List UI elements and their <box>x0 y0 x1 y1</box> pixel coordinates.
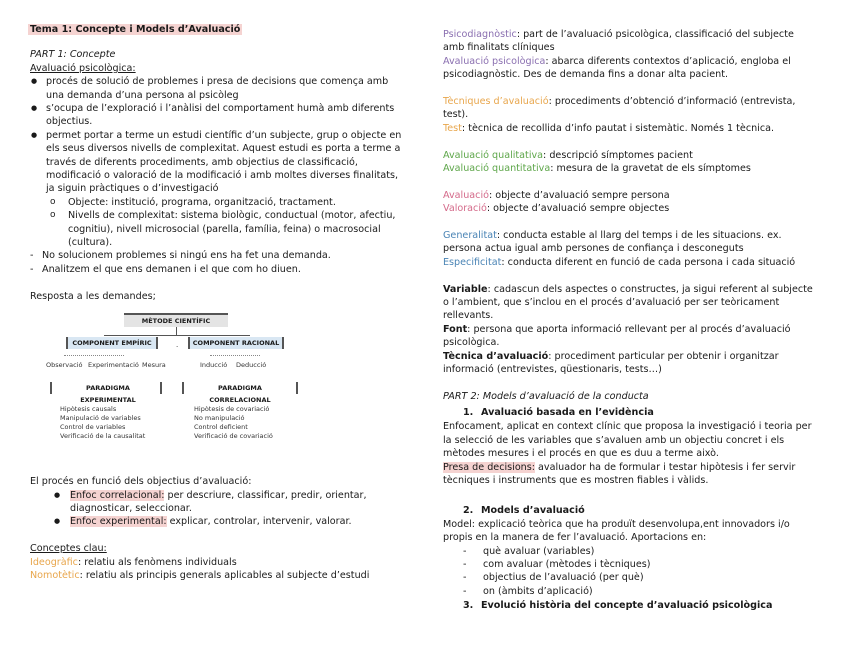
diagram-cor-item: No manipulació <box>194 414 245 423</box>
quant-label: Avaluació quantitativa <box>443 163 551 175</box>
diagram-exp: Experimentació <box>88 361 139 370</box>
list-item <box>54 489 408 516</box>
model-list <box>443 545 818 599</box>
aval-text: : abarca diferents contextos d’aplicació, engloba el psicodiagnòstic. Des de demanda fins a donar alta pacient. <box>443 55 791 81</box>
avp-line <box>443 189 818 202</box>
presa-line <box>443 461 818 488</box>
test-line <box>443 122 818 135</box>
presa-label: Presa de decisions: <box>443 461 535 473</box>
psico-line <box>443 28 818 55</box>
tec-line <box>443 95 818 122</box>
diagram-ded: Deducció <box>236 361 267 370</box>
diagram-ind: Inducció <box>200 361 228 370</box>
part2-heading: PART 2: Models d’avaluació de la conducta <box>443 390 649 402</box>
esp-text: : conducta diferent en funció de cada persona i cada situació <box>501 256 796 268</box>
nomo-label: Nomotètic <box>30 569 80 581</box>
aval-label: Avaluació psicològica <box>443 55 546 67</box>
dash-list <box>30 249 408 276</box>
list-item: - com avaluar (mètodes i tècniques) <box>463 558 818 571</box>
p2-text: Model: explicació teòrica que ha produït desenvolupa,ent innovadors i/o propis en la manera de fer l’avaluació. Aportacions en: <box>443 518 790 544</box>
part1-heading: PART 1: Concepte <box>30 49 116 61</box>
var-label: Variable <box>443 283 488 295</box>
diagram-cor-item: Control deficient <box>194 423 248 432</box>
nomo-text: : relatiu als principis generals aplicables al subjecte d’estudi <box>79 569 370 581</box>
var-text: : cadascun dels aspectes o constructes, ja sigui referent al subjecte o l’ambient, que s’inclou en el procés d’avaluació per ser teòricament rellevants. <box>443 283 813 322</box>
test-label: Test <box>443 122 462 134</box>
font-text: : persona que aporta informació rellevant per al procés d’avaluació psicològica. <box>443 323 791 349</box>
conceptes-heading: Conceptes clau: <box>30 543 107 555</box>
enfoc-cor-text: per descriure, classificar, predir, orientar, diagnosticar, seleccionar. <box>70 489 367 514</box>
enfoc-cor-label: Enfoc correlacional: <box>70 489 165 501</box>
ideo-text: : relatiu als fenòmens individuals <box>77 556 237 568</box>
section-heading-3: 3. Evolució història del concepte d’avaluació psicològica <box>463 600 773 612</box>
val-label: Valoració <box>443 203 487 215</box>
var-line <box>443 283 818 323</box>
ideo-label: Ideogràfic <box>30 556 78 568</box>
test-text: : tècnica de recollida d’info pautat i sistemàtic. Només 1 tècnica. <box>461 122 775 134</box>
list-item: ● s’ocupa de l’exploració i l’anàlisi del comportament humà amb diferents objectius. <box>30 102 408 129</box>
list-item: - què avaluar (variables) <box>463 545 818 558</box>
diagram-exp-item: Manipulació de variables <box>60 414 141 423</box>
p1-text: Enfocament, aplicat en context clínic que proposa la investigació i teoria per la selecció de les variables que s’avaluen amb un objectiu concret i els mètodes mesures i el procés en que es duu a terme això. <box>443 421 812 460</box>
diagram-exp-item: Control de variables <box>60 423 126 432</box>
tec-label: Tècniques d’avaluació <box>443 96 549 108</box>
aval-line <box>443 55 818 82</box>
tec-text: : procediments d’obtenció d’informació (entrevista, test). <box>443 96 796 121</box>
diagram-par-cor: PARADIGMA CORRELACIONAL <box>209 384 271 405</box>
val-line <box>443 202 818 215</box>
gen-line <box>443 229 818 256</box>
val-text: : objecte d’avaluació sempre objectes <box>486 203 670 215</box>
proces-text: El procés en funció dels objectius d’avaluació: <box>30 476 252 488</box>
ideo-line <box>30 556 408 569</box>
section-heading-1: 1. Avaluació basada en l’evidència <box>463 407 654 419</box>
psico-text: : part de l’avaluació psicològica, classificació del subjecte amb finalitats clíniques <box>443 29 794 54</box>
font-line <box>443 323 818 350</box>
qual-line <box>443 149 818 162</box>
list-item: - No solucionem problemes si ningú ens ha fet una demanda. <box>30 249 408 262</box>
right-column <box>443 28 818 613</box>
resposta-text: Resposta a les demandes; <box>30 290 156 302</box>
qual-text: : descripció símptomes pacient <box>543 149 693 161</box>
qual-label: Avaluació qualitativa <box>443 149 544 161</box>
diagram-med: Mesura <box>142 361 166 370</box>
list-item: ● permet portar a terme un estudi científic d’un subjecte, grup o objecte en els seus diversos nivells de complexitat. Aquest estudi es porta a terme a través de diferents procediments, amb objectius de classificació, modificació o valoració de la modificació i amb moltes diverses finalitats, ja siguin pràctiques o d’investigació <box>30 129 408 196</box>
presa-text: avaluador ha de formular i testar hipòtesis i fer servir tècniques i instruments que es mostren fiables i vàlids. <box>443 461 796 486</box>
quant-line <box>443 162 818 175</box>
list-item: ● procés de solució de problemes i presa de decisions que comença amb una demanda d’una persona al psicòleg <box>30 75 408 102</box>
gen-label: Generalitat <box>443 230 497 242</box>
aval-heading: Avaluació psicològica: <box>30 62 136 74</box>
diagram-par-exp: PARADIGMA EXPERIMENTAL <box>80 384 136 405</box>
quant-text: : mesura de la gravetat de els símptomes <box>550 163 751 175</box>
list-item <box>54 515 408 528</box>
diagram-exp-item: Verificació de la causalitat <box>60 432 146 441</box>
list-item: - objectius de l’avaluació (per què) <box>463 571 818 584</box>
nomo-line <box>30 569 408 582</box>
enfoc-exp-text: explicar, controlar, intervenir, valorar. <box>166 516 352 528</box>
enfoc-list <box>30 489 408 529</box>
tecav-line <box>443 350 818 377</box>
list-item: - on (àmbits d’aplicació) <box>463 585 818 598</box>
diagram-empiric-box: COMPONENT EMPÍRIC <box>66 337 158 349</box>
method-diagram: MÈTODE CIENTÍFIC COMPONENT EMPÍRIC COMPONENT RACIONAL . Observació Experimentació Mesura Inducció Deducció PARADIGMA EXPERIMENTAL PARADIGMA CORRELACIONAL Hipòtesis causals Manipulació de variables Control de variables Verificació de la causalitat Hipòtesis de covariació No manipulació Control deficient Verificació de covariació <box>30 309 408 471</box>
section-heading-2: 2. Models d’avaluació <box>463 504 585 516</box>
gen-text: : conducta estable al llarg del temps i de les situacions. ex. persona actua igual amb persones de confiança i desconeguts <box>443 230 782 255</box>
diagram-cor-item: Verificació de covariació <box>194 432 273 441</box>
aval-bullets <box>30 75 408 196</box>
esp-line <box>443 256 818 269</box>
list-item: o Objecte: institució, programa, organització, tractament. <box>50 196 408 209</box>
font-label: Font <box>443 323 468 335</box>
avp-label: Avaluació <box>443 189 489 201</box>
tecav-text: : procediment particular per obtenir i organitzar informació (entrevistes, qüestionaris, tests…) <box>443 350 779 376</box>
page-title: Tema 1: Concepte i Models d’Avaluació <box>30 24 241 35</box>
list-item: - Analitzem el que ens demanen i el que com ho diuen. <box>30 263 408 276</box>
diagram-top-box: MÈTODE CIENTÍFIC <box>124 313 228 327</box>
list-item: o Nivells de complexitat: sistema biològic, conductual (motor, afectiu, cognitiu), nivell microsocial (parella, família, feina) o macrosocial (cultura). <box>50 209 408 249</box>
avp-text: : objecte d’avaluació sempre persona <box>489 189 670 201</box>
tecav-label: Tècnica d’avaluació <box>443 350 549 362</box>
diagram-racional-box: COMPONENT RACIONAL <box>188 337 284 349</box>
enfoc-exp-label: Enfoc experimental: <box>70 516 167 528</box>
esp-label: Especificitat <box>443 256 502 268</box>
left-column <box>30 24 408 582</box>
sub-bullets <box>30 196 408 250</box>
diagram-cor-item: Hipòtesis de covariació <box>194 405 270 414</box>
diagram-exp-item: Hipòtesis causals <box>60 405 117 414</box>
psico-label: Psicodiagnòstic <box>443 29 517 40</box>
diagram-obs: Observació <box>46 361 83 370</box>
